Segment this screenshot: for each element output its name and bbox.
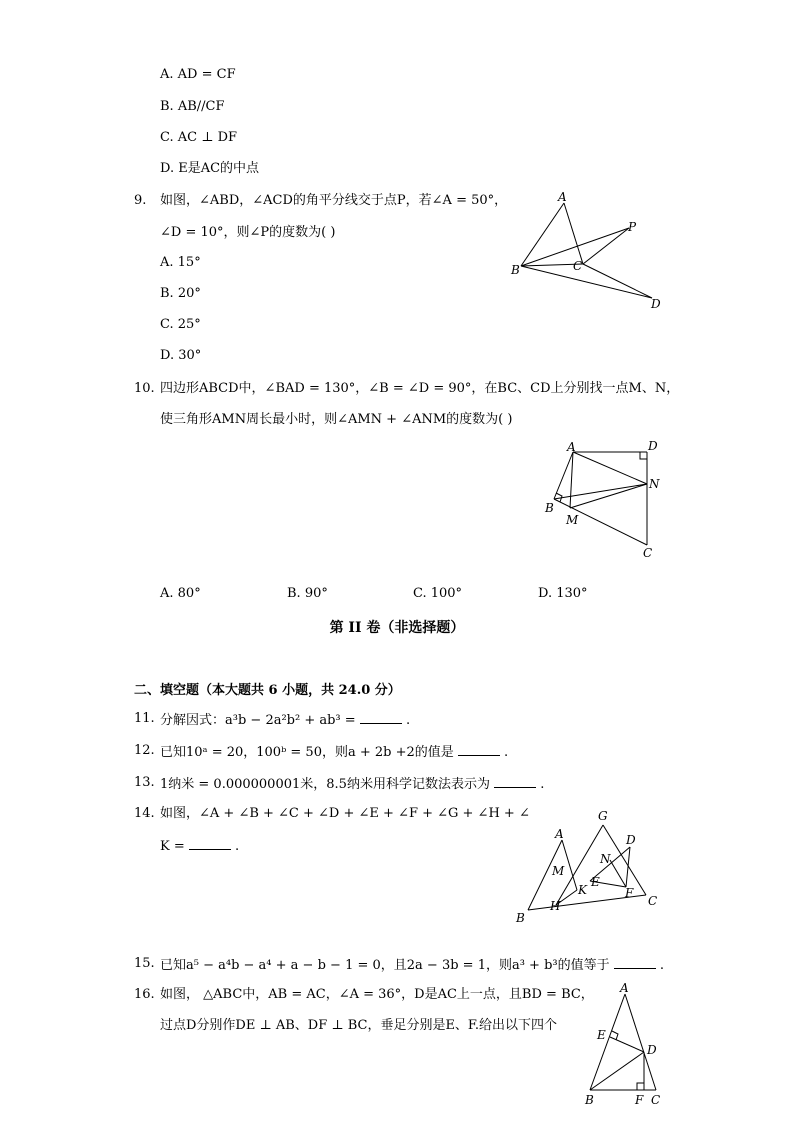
q8-option-b: B. AB//CF [160, 99, 225, 114]
q13-text: 1纳米 = 0.000000001米，8.5纳米用科学记数法表示为 [160, 777, 490, 792]
q15-end: . [659, 958, 665, 973]
q10-segment-mn [570, 484, 647, 508]
q10-option-b: B. 90° [287, 586, 328, 601]
q16-right-angle-f [637, 1083, 644, 1090]
q16-segment-de [610, 1037, 644, 1052]
q9-label-c: C [573, 259, 583, 273]
q11-end: . [405, 713, 411, 728]
q12-answer-blank[interactable] [458, 742, 500, 756]
q9-segment-bd [521, 266, 652, 298]
q8-option-d: D. E是AC的中点 [160, 161, 260, 176]
q9-figure [500, 188, 680, 318]
q10-label-m: M [566, 513, 579, 527]
q10-option-d: D. 130° [538, 586, 588, 601]
q13-stem [160, 774, 544, 794]
q13-end: . [540, 777, 545, 792]
q16-segment-ab [590, 994, 625, 1090]
q16-number: 16. [134, 987, 155, 1002]
q16-label-f: F [635, 1093, 644, 1107]
q9-label-p: P [628, 220, 637, 234]
q9-number: 9. [134, 193, 147, 208]
q10-label-b: B [545, 501, 554, 515]
q16-segment-bd [590, 1052, 644, 1090]
q12-number: 12. [134, 743, 155, 758]
q14-figure [510, 805, 670, 925]
q14-label-c: C [648, 894, 658, 908]
q9-option-c: C. 25° [160, 317, 201, 332]
q14-number: 14. [134, 806, 155, 821]
q10-label-d: D [648, 439, 658, 453]
q12-text: 已知10ᵃ = 20，100ᵇ = 50，则a + 2b +2的值是 [160, 745, 454, 760]
q16-label-a: A [620, 981, 629, 995]
q14-line2-text: K = [160, 839, 189, 854]
q15-stem [160, 955, 664, 975]
q9-segment-ab [521, 203, 564, 266]
q8-option-a: A. AD = CF [160, 67, 236, 82]
q10-stem-line1: 四边形ABCD中，∠BAD = 130°，∠B = ∠D = 90°，在BC、CD上分别找一点M、N， [160, 381, 680, 396]
q10-segment-an [573, 452, 647, 484]
q16-segment-ac [625, 994, 656, 1090]
q9-label-d: D [651, 297, 661, 311]
q10-segment-ab [554, 452, 573, 499]
q16-stem-line1: 如图， △ABC中，AB = AC，∠A = 36°，D是AC上一点，且BD = BC， [160, 987, 594, 1002]
q14-segment-df [626, 847, 630, 887]
q14-label-k: K [578, 883, 587, 897]
q9-stem-line2: ∠D = 10°，则∠P的度数为( ) [160, 225, 336, 240]
q9-option-d: D. 30° [160, 348, 202, 363]
q11-stem [160, 710, 410, 730]
q14-stem-line1: 如图，∠A + ∠B + ∠C + ∠D + ∠E + ∠F + ∠G + ∠H + ∠ [160, 806, 530, 821]
q16-stem-line2: 过点D分别作DE ⊥ AB、DF ⊥ BC，垂足分别是E、F.给出以下四个 [160, 1018, 558, 1033]
q16-label-c: C [651, 1093, 661, 1107]
q16-label-d: D [647, 1043, 657, 1057]
q10-option-a: A. 80° [160, 586, 201, 601]
q9-stem-line1: 如图，∠ABD，∠ACD的角平分线交于点P，若∠A = 50°， [160, 193, 508, 208]
q9-segment-cd [583, 264, 652, 298]
q14-label-m: M [552, 864, 565, 878]
q10-stem-line2: 使三角形AMN周长最小时，则∠AMN + ∠ANM的度数为( ) [160, 412, 513, 427]
q16-figure [580, 982, 670, 1112]
q14-label-e: E [591, 875, 600, 889]
q13-answer-blank[interactable] [494, 774, 536, 788]
q10-number: 10. [134, 381, 155, 396]
q9-segment-cp [583, 228, 629, 264]
q14-stem-line2 [160, 836, 239, 856]
q12-stem [160, 742, 508, 762]
q10-right-angle-d [640, 452, 647, 459]
q9-label-b: B [511, 263, 520, 277]
q14-label-n: N [600, 852, 611, 866]
q10-label-a: A [567, 440, 576, 454]
q9-option-b: B. 20° [160, 286, 201, 301]
q10-label-n: N [649, 477, 660, 491]
q14-label-a: A [555, 827, 564, 841]
section2-header: 二、填空题（本大题共 6 小题，共 24.0 分） [134, 683, 401, 698]
q9-label-a: A [558, 190, 567, 204]
q15-answer-blank[interactable] [614, 955, 656, 969]
q14-label-b: B [516, 911, 525, 925]
q10-figure [540, 440, 670, 565]
q8-option-c: C. AC ⊥ DF [160, 130, 238, 145]
q14-end: . [235, 839, 240, 854]
part2-title: 第 II 卷（非选择题） [329, 620, 465, 636]
q15-text: 已知a⁵ − a⁴b − a⁴ + a − b − 1 = 0，且2a − 3b = 1，则a³ + b³的值等于 [160, 958, 610, 973]
q14-segment-nf [610, 860, 626, 887]
q12-end: . [504, 745, 509, 760]
q11-text: 分解因式：a³b − 2a²b² + ab³ = [160, 713, 360, 728]
q14-answer-blank[interactable] [189, 836, 231, 850]
q10-segment-am [570, 452, 573, 508]
q11-number: 11. [134, 711, 155, 726]
q10-label-c: C [643, 546, 653, 560]
q9-option-a: A. 15° [160, 255, 201, 270]
q14-label-h: H [550, 899, 561, 913]
q11-answer-blank[interactable] [360, 710, 402, 724]
q9-segment-ac [564, 203, 583, 264]
q15-number: 15. [134, 956, 155, 971]
q16-label-b: B [585, 1093, 594, 1107]
q14-label-f: F [625, 886, 634, 900]
q13-number: 13. [134, 775, 155, 790]
q14-label-g: G [598, 809, 608, 823]
q10-segment-mn-ext [554, 484, 647, 499]
q10-option-c: C. 100° [413, 586, 463, 601]
q16-label-e: E [597, 1028, 606, 1042]
q14-label-d: D [626, 833, 636, 847]
